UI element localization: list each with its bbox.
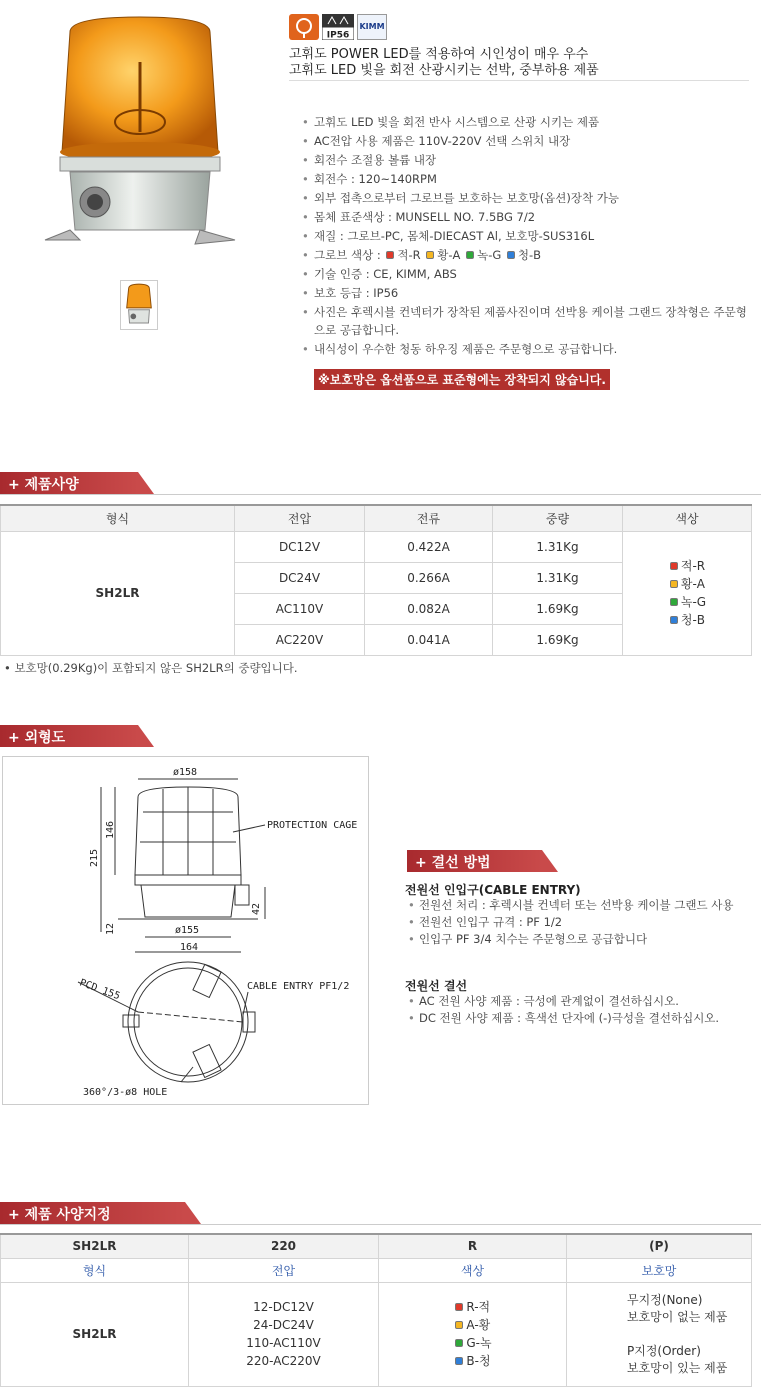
red-swatch-icon <box>670 562 678 570</box>
svg-text:146: 146 <box>105 820 116 839</box>
order-voltages: 12-DC12V 24-DC24V 110-AC110V 220-AC220V <box>189 1282 379 1386</box>
order-cage: 무지정(None) 보호망이 없는 제품 P지정(Order) 보호망이 있는 제품 <box>567 1282 752 1386</box>
spec-note: • 보호망(0.29Kg)이 포함되지 않은 SH2LR의 중량입니다. <box>4 661 298 675</box>
headline-1: 고휘도 POWER LED를 적용하여 시인성이 매우 우수 <box>289 47 589 62</box>
spec-cell: AC110V <box>235 593 365 624</box>
order-label: 전압 <box>189 1258 379 1282</box>
spec-cell: 0.266A <box>365 562 493 593</box>
svg-text:ø158: ø158 <box>173 767 198 778</box>
svg-text:CABLE ENTRY PF1/2: CABLE ENTRY PF1/2 <box>247 981 350 992</box>
svg-text:ø155: ø155 <box>175 925 200 936</box>
feature-item: • 기술 인증 : CE, KIMM, ABS <box>300 266 750 284</box>
led-cert-icon <box>289 14 319 40</box>
spec-header: 전류 <box>365 505 493 531</box>
order-table <box>0 1233 752 1387</box>
amber-swatch-icon <box>455 1321 463 1329</box>
wiring-item: • 전원선 처리 : 후렉시블 컨넥터 또는 선박용 케이블 그랜드 사용 <box>405 897 750 914</box>
feature-item: • 회전수 : 120~140RPM <box>300 171 750 189</box>
spec-cell: DC12V <box>235 531 365 562</box>
spec-cell: 0.422A <box>365 531 493 562</box>
spec-cell: 1.31Kg <box>493 531 623 562</box>
wiring-heading-1: 전원선 인입구(CABLE ENTRY) <box>405 883 581 897</box>
wiring-list-2 <box>405 993 750 1027</box>
green-swatch-icon <box>455 1339 463 1347</box>
spec-cell: 1.31Kg <box>493 562 623 593</box>
amber-swatch-icon <box>670 580 678 588</box>
svg-text:215: 215 <box>89 848 100 867</box>
svg-text:164: 164 <box>180 942 199 953</box>
section-title-spec: + 제품사양 <box>0 472 160 494</box>
svg-text:PROTECTION CAGE: PROTECTION CAGE <box>267 820 358 831</box>
spec-cell: 1.69Kg <box>493 593 623 624</box>
headline-2: 고휘도 LED 빛을 회전 산광시키는 선박, 중부하용 제품 <box>289 63 599 78</box>
spec-cell: 0.082A <box>365 593 493 624</box>
order-label: 보호망 <box>567 1258 752 1282</box>
spec-cell: 0.041A <box>365 624 493 655</box>
wiring-item: • DC 전원 사양 제품 : 흑색선 단자에 (-)극성을 결선하십시오. <box>405 1010 750 1027</box>
feature-item: • 몸체 표준색상 : MUNSELL NO. 7.5BG 7/2 <box>300 209 750 227</box>
wiring-item: • AC 전원 사양 제품 : 극성에 관계없이 결선하십시오. <box>405 993 750 1010</box>
outline-drawing <box>2 756 369 1105</box>
spec-header: 중량 <box>493 505 623 531</box>
feature-item: • 재질 : 그로브-PC, 몸체-DIECAST Al, 보호망-SUS316L <box>300 228 750 246</box>
feature-item: • 고휘도 LED 빛을 회전 반사 시스템으로 산광 시키는 제품 <box>300 114 750 132</box>
feature-item: • 외부 접촉으로부터 그로브를 보호하는 보호망(옵션)장착 가능 <box>300 190 750 208</box>
feature-item: • AC전압 사용 제품은 110V-220V 선택 스위치 내장 <box>300 133 750 151</box>
svg-text:PCD 155: PCD 155 <box>77 977 122 1003</box>
ip56-cert-icon <box>322 14 354 40</box>
divider <box>289 80 749 81</box>
order-code: (P) <box>567 1234 752 1258</box>
spec-cell: 1.69Kg <box>493 624 623 655</box>
svg-text:12: 12 <box>105 922 116 935</box>
red-swatch-icon <box>386 251 394 259</box>
wiring-item: • 전원선 인입구 규격 : PF 1/2 <box>405 914 750 931</box>
kimm-cert-icon: KIMM <box>357 14 387 40</box>
feature-item: • 사진은 후렉시블 컨넥터가 장착된 제품사진이며 선박용 케이블 그랜드 장착형은 주문형으로 공급합니다. <box>300 304 750 339</box>
spec-cell: DC24V <box>235 562 365 593</box>
blue-swatch-icon <box>507 251 515 259</box>
product-thumbnail[interactable] <box>120 280 158 330</box>
section-title-wiring: + 결선 방법 <box>407 850 562 872</box>
amber-swatch-icon <box>426 251 434 259</box>
svg-text:IP56: IP56 <box>326 30 350 40</box>
blue-swatch-icon <box>455 1357 463 1365</box>
feature-item: • 내식성이 우수한 청동 하우징 제품은 주문형으로 공급합니다. <box>300 341 750 359</box>
section-title-order: + 제품 사양지정 <box>0 1202 205 1224</box>
feature-list <box>300 114 750 360</box>
order-code: 220 <box>189 1234 379 1258</box>
order-code: SH2LR <box>1 1234 189 1258</box>
spec-header: 색상 <box>623 505 752 531</box>
spec-header: 형식 <box>1 505 235 531</box>
wiring-heading-2: 전원선 결선 <box>405 979 468 993</box>
feature-item-globe-colors: • 그로브 색상 : 적-R 황-A 녹-G 청-B <box>300 247 750 265</box>
order-code: R <box>379 1234 567 1258</box>
order-label: 형식 <box>1 1258 189 1282</box>
spec-cell: AC220V <box>235 624 365 655</box>
spec-model: SH2LR <box>1 531 235 655</box>
green-swatch-icon <box>466 251 474 259</box>
red-swatch-icon <box>455 1303 463 1311</box>
wiring-list-1 <box>405 897 750 948</box>
feature-item: • 보호 등급 : IP56 <box>300 285 750 303</box>
svg-text:42: 42 <box>251 902 262 915</box>
order-colors: R-적 A-황 G-녹 B-청 <box>379 1282 567 1386</box>
order-model: SH2LR <box>1 1282 189 1386</box>
feature-item: • 회전수 조절용 볼륨 내장 <box>300 152 750 170</box>
spec-table <box>0 504 752 656</box>
svg-text:360°/3-ø8 HOLE: 360°/3-ø8 HOLE <box>83 1087 168 1098</box>
blue-swatch-icon <box>670 616 678 624</box>
cage-warning: ※보호망은 옵션품으로 표준형에는 장착되지 않습니다. <box>314 369 610 390</box>
green-swatch-icon <box>670 598 678 606</box>
product-photo <box>40 12 240 247</box>
order-label: 색상 <box>379 1258 567 1282</box>
section-title-outline: + 외형도 <box>0 725 160 747</box>
wiring-item: • 인입구 PF 3/4 치수는 주문형으로 공급합니다 <box>405 931 750 948</box>
spec-colors: 적-R 황-A 녹-G 청-B <box>623 531 752 655</box>
spec-header: 전압 <box>235 505 365 531</box>
